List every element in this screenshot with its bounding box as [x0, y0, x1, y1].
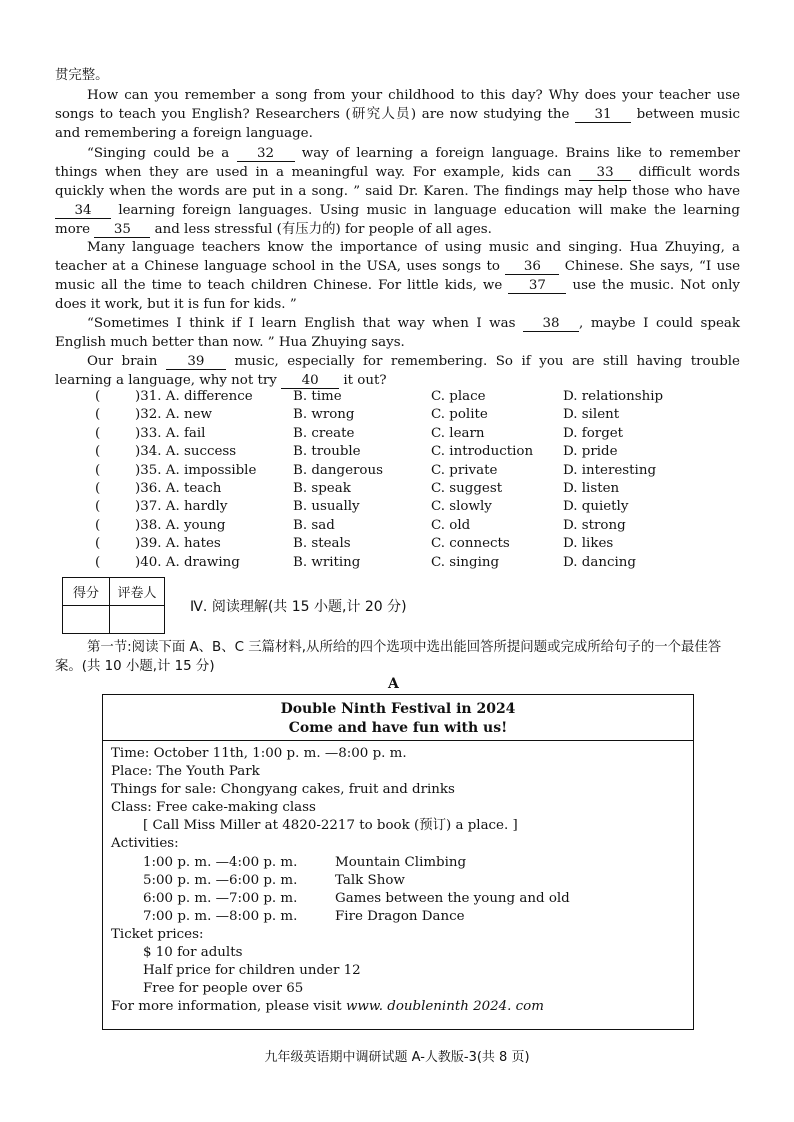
option-c: C. suggest: [431, 480, 503, 496]
blank-38: 38: [523, 316, 579, 332]
grader-label: 评卷人: [110, 578, 165, 606]
score-label: 得分: [63, 578, 110, 606]
notice-subtitle: Come and have fun with us!: [288, 720, 508, 736]
option-c: C. polite: [431, 407, 488, 423]
option-b: B. speak: [293, 480, 351, 496]
p2-text-b: way of learning a foreign language. Brains like to remember things when they are used in a meaningful way. For example, kids can: [55, 146, 740, 180]
activity-row: [111, 890, 693, 908]
option-d: D. quietly: [563, 499, 629, 515]
notice-body: [103, 741, 693, 1016]
answer-paren[interactable]: (: [95, 425, 101, 441]
question-35: [95, 463, 735, 481]
p5-text-a: Our brain: [87, 354, 166, 369]
question-33: [95, 426, 735, 444]
option-b: B. wrong: [293, 407, 355, 423]
passage-paragraph-4: [55, 314, 740, 352]
ticket-children: Half price for children under 12: [143, 963, 361, 979]
ticket-adults: $ 10 for adults: [143, 945, 243, 961]
option-d: D. likes: [563, 536, 614, 552]
notice-place: Place: The Youth Park: [111, 764, 260, 780]
activity-row: [111, 854, 693, 872]
p2-text-c: difficult words quickly when the words are put in a song. ” said Dr. Karen. The findings may help those who have: [55, 165, 740, 199]
question-38: [95, 518, 735, 536]
option-a: )31. A. difference: [135, 389, 253, 404]
activity-time: 5:00 p. m. —6:00 p. m.: [143, 872, 298, 888]
option-b: B. sad: [293, 517, 335, 533]
blank-32: 32: [237, 146, 295, 162]
activity-row: [111, 908, 693, 926]
passage-paragraph-2: [55, 144, 740, 239]
grader-cell[interactable]: [110, 606, 165, 634]
option-a: )32. A. new: [135, 407, 212, 423]
p3-text-a: Many language teachers know the importance of using music and singing. Hua Zhuying, a teacher at a Chinese language school in the USA, uses songs to: [55, 240, 740, 274]
tickets-label: Ticket prices:: [111, 926, 204, 942]
option-a: )34. A. success: [135, 444, 237, 460]
activities-label: Activities:: [111, 836, 179, 852]
question-37: [95, 499, 735, 517]
activity-row: [111, 872, 693, 890]
option-a: )35. A. impossible: [135, 462, 257, 478]
score-table: [62, 577, 165, 634]
p5-text-c: it out?: [339, 373, 387, 388]
blank-35: 35: [94, 222, 150, 238]
notice-time: Time: October 11th, 1:00 p. m. —8:00 p. m.: [111, 746, 407, 761]
notice-sale: Things for sale: Chongyang cakes, fruit and drinks: [111, 782, 455, 798]
blank-40: 40: [281, 373, 339, 389]
question-36: [95, 481, 735, 499]
more-info-text: For more information, please visit: [111, 999, 346, 1015]
section-instruction: 第一节:阅读下面 A、B、C 三篇材料,从所给的四个选项中选出能回答所提问题或完成所给句子的一个最佳答案。(共 10 小题,计 15 分): [55, 640, 722, 674]
answer-paren[interactable]: (: [95, 389, 101, 404]
option-b: B. create: [293, 425, 355, 441]
answer-paren[interactable]: (: [95, 407, 101, 423]
answer-paren[interactable]: (: [95, 444, 101, 460]
option-c: C. connects: [431, 536, 510, 552]
p3-text-c: use the music. Not only does it work, but it is fun for kids. ”: [55, 278, 740, 312]
option-d: D. forget: [563, 425, 624, 441]
p2-text-e: and less stressful (有压力的) for people of all ages.: [150, 222, 492, 237]
festival-notice: [102, 694, 694, 1030]
question-31: [95, 389, 735, 407]
question-options: [95, 389, 735, 573]
blank-33: 33: [579, 165, 631, 181]
option-a: )38. A. young: [135, 517, 226, 533]
option-c: C. introduction: [431, 444, 534, 460]
option-b: B. dangerous: [293, 462, 383, 478]
question-39: [95, 536, 735, 554]
activity-name: Mountain Climbing: [335, 854, 467, 870]
activity-time: 7:00 p. m. —8:00 p. m.: [143, 908, 298, 924]
more-info: [111, 998, 693, 1016]
answer-paren[interactable]: (: [95, 554, 101, 570]
activity-name: Talk Show: [335, 872, 405, 888]
ticket-elderly: Free for people over 65: [143, 981, 304, 997]
option-c: C. private: [431, 462, 498, 478]
option-b: B. steals: [293, 536, 351, 552]
blank-37: 37: [508, 278, 566, 294]
blank-34: 34: [55, 203, 111, 219]
blank-31: 31: [575, 107, 631, 123]
option-c: C. learn: [431, 425, 485, 441]
answer-paren[interactable]: (: [95, 462, 101, 478]
option-b: B. time: [293, 389, 342, 404]
p2-text-a: “Singing could be a: [87, 146, 237, 161]
activity-time: 6:00 p. m. —7:00 p. m.: [143, 890, 298, 906]
notice-booking: [ Call Miss Miller at 4820-2217 to book (预订) a place. ]: [143, 818, 518, 834]
option-d: D. relationship: [563, 389, 664, 404]
activity-name: Games between the young and old: [335, 890, 570, 906]
section-title: Ⅳ. 阅读理解(共 15 小题,计 20 分): [190, 599, 407, 615]
intro-tail: [55, 66, 740, 85]
option-d: D. listen: [563, 480, 620, 496]
blank-36: 36: [505, 259, 559, 275]
website-link[interactable]: www. doubleninth 2024. com: [345, 999, 544, 1015]
option-d: D. strong: [563, 517, 626, 533]
p1-text-c: between music and remembering a foreign language.: [55, 107, 740, 141]
answer-paren[interactable]: (: [95, 499, 101, 515]
p2-text-d: learning foreign languages. Using music in language education will make the learning more: [55, 203, 740, 237]
notice-header: [103, 695, 693, 741]
question-34: [95, 444, 735, 462]
option-b: B. trouble: [293, 444, 361, 460]
activity-name: Fire Dragon Dance: [335, 908, 465, 924]
option-d: D. silent: [563, 407, 620, 423]
passage-paragraph-3: [55, 238, 740, 314]
option-c: C. slowly: [431, 499, 492, 515]
material-letter: A: [388, 676, 399, 692]
question-32: [95, 407, 735, 425]
option-a: )33. A. fail: [135, 425, 206, 441]
intro-tail-text: 贯完整。: [55, 68, 109, 83]
p3-text-b: Chinese. She says, “I use music all the time to teach children Chinese. For little kids, we: [55, 259, 740, 293]
answer-paren[interactable]: (: [95, 536, 101, 552]
option-c: C. singing: [431, 554, 500, 570]
page-footer: 九年级英语期中调研试题 A-人教版-3(共 8 页): [264, 1050, 530, 1065]
notice-class: Class: Free cake-making class: [111, 800, 316, 816]
p4-text-a: “Sometimes I think if I learn English that way when I was: [87, 316, 524, 331]
score-cell[interactable]: [63, 606, 110, 634]
option-a: )40. A. drawing: [135, 554, 240, 570]
answer-paren[interactable]: (: [95, 517, 101, 533]
option-b: B. usually: [293, 499, 360, 515]
p4-text-b: , maybe I could speak English much better than now. ” Hua Zhuying says.: [55, 316, 740, 350]
option-c: C. old: [431, 517, 471, 533]
passage-paragraph-5: [55, 352, 740, 390]
answer-paren[interactable]: (: [95, 480, 101, 496]
p5-text-b: music, especially for remembering. So if you are still having trouble learning a language, why not try: [55, 354, 740, 388]
option-a: )39. A. hates: [135, 536, 221, 552]
option-d: D. dancing: [563, 554, 636, 570]
question-40: [95, 555, 735, 573]
option-a: )37. A. hardly: [135, 499, 228, 515]
option-a: )36. A. teach: [135, 480, 222, 496]
option-d: D. pride: [563, 444, 618, 460]
option-b: B. writing: [293, 554, 361, 570]
activity-time: 1:00 p. m. —4:00 p. m.: [143, 854, 298, 870]
passage-paragraph-1: [55, 86, 740, 143]
p1-text-a: How can you remember a song from your childhood to this day? Why does your teacher use songs to teach you English? Researchers (研究人员) are now studying the: [55, 88, 740, 122]
option-d: D. interesting: [563, 462, 657, 478]
notice-title: Double Ninth Festival in 2024: [280, 701, 516, 717]
blank-39: 39: [166, 354, 226, 370]
option-c: C. place: [431, 389, 486, 404]
